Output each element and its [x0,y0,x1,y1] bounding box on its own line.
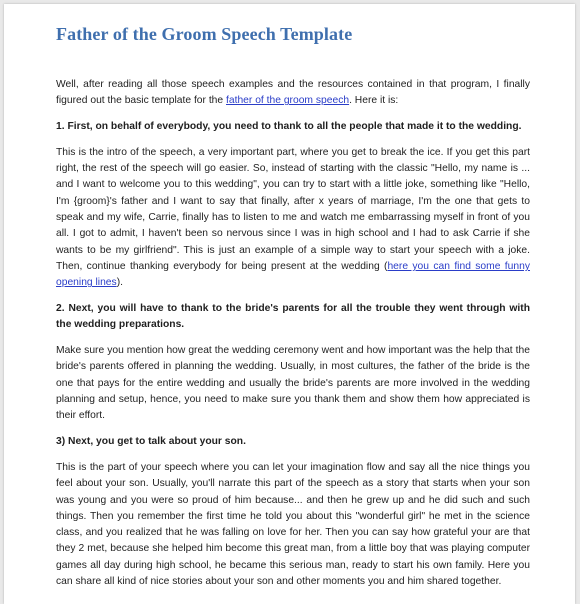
intro-text-before: Well, after reading all those speech examples and the resources contained in that program, I finally figured out the basic template for the [56,79,530,107]
section-1-body [56,145,530,292]
section-2-body: Make sure you mention how great the wedding ceremony went and how important was the help that the bride's parents offered in planning the wedding. Usually, in most cultures, the father of the bride is the one that pays for the entire wedding and usually the bride's parents are more involved in the wedding planning and setup, hence, you need to make sure you thank them and show them how appreciated is their effort. [56,345,530,422]
section-3-heading: 3) Next, you get to talk about your son. [56,435,246,447]
document-title: Father of the Groom Speech Template [56,24,353,44]
section-1-heading: 1. First, on behalf of everybody, you need to thank to all the people that made it to the wedding. [56,120,522,132]
section-1-text-before: This is the intro of the speech, a very important part, where you get to break the ice. If you get this part right, the rest of the speech will go easier. So, instead of starting with the classic "Hello, my name is ... and I want to welcome you to this wedding", you can try to start with a little joke, something like "Hello, I'm {groom}'s father and I want to say that finally, after x years of marriage, I'm the one that gets to speak and my wife, Carrie, finally has to listen to me and watch me embarrassing myself in front of you all. I got to admit, I haven't been so nervous since I was in high school and I had to ask Carrie if she wants to be my girlfriend". This is just an example of a simple way to start your speech with a joke. Then, continue thanking everybody for being present at the wedding ( [56,146,530,272]
section-1-text-after: ). [116,277,123,289]
document-page [4,4,575,604]
section-2-heading: 2. Next, you will have to thank to the bride's parents for all the trouble they went through with the wedding preparations. [56,302,530,330]
section-3-body: This is the part of your speech where you can let your imagination flow and say all the nice things you feel about your son. Usually, you'll narrate this part of the speech as a story that starts when your son was young and you were so proud of him because... and then he grew up and he did such and such things. Then you remember the first time he told you about this "wonderful girl" he met in the science class, and you realized that he was falling on love for her. Then you can say how grateful your are that they 2 met, because she helped him become this great man, from a little boy that was playing computer games all day during high school, he became this serious man, ready to start his own family. Here you can share all kind of nice stories about your son and other moments you and him shared together. [56,461,530,588]
intro-paragraph [56,77,530,110]
funny-opening-lines-link[interactable]: here you can find some funny opening lines [56,260,530,289]
document-content [56,24,530,599]
father-of-groom-speech-link[interactable]: father of the groom speech [226,95,350,107]
intro-text-after: . Here it is: [349,95,399,107]
